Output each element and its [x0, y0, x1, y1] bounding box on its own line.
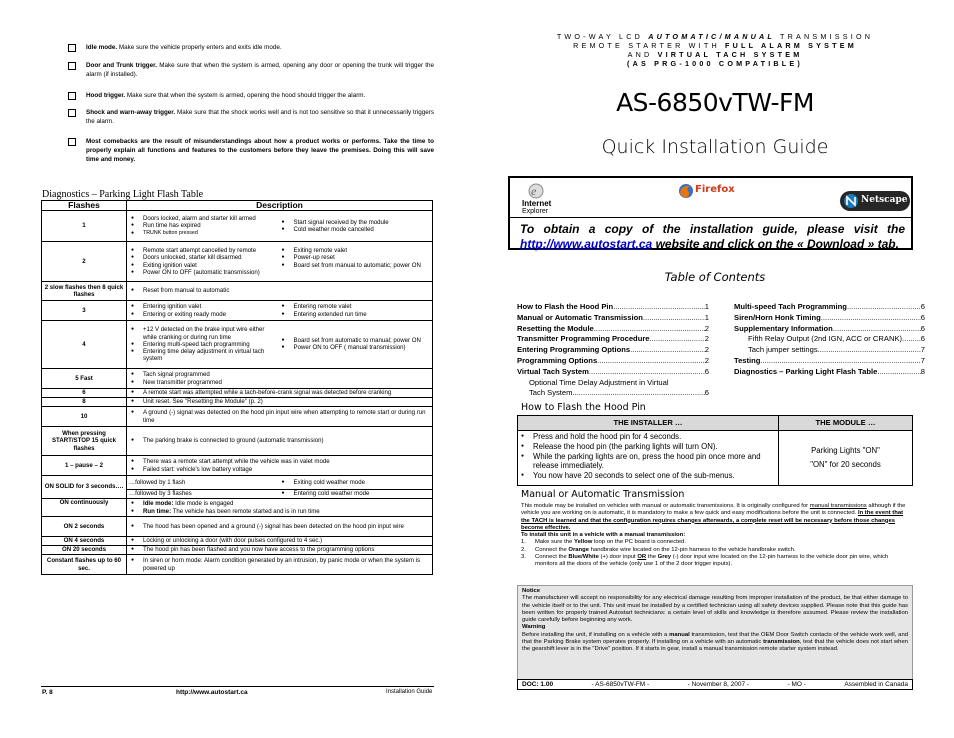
list-item: ● Board set from manual to automatic; power ON — [280, 262, 431, 269]
header-line — [515, 60, 915, 68]
desc-list — [129, 326, 280, 362]
toc-dots — [643, 313, 705, 324]
toc-entry[interactable] — [734, 367, 925, 378]
desc-list — [129, 437, 430, 444]
flash-cell: 8 — [42, 398, 127, 407]
step-text: Make sure the Yellow loop on the PC board is connected. — [535, 539, 686, 546]
table-header-row — [42, 201, 433, 211]
checklist-body: Make sure the vehicle properly enters and exits idle mode. — [117, 44, 282, 51]
desc-cell — [127, 555, 433, 575]
list-item: ● Press and hold the hood pin for 4 seconds. — [519, 432, 777, 442]
list-item: ● Start signal received by the module — [280, 219, 431, 226]
toc-entry[interactable] — [517, 334, 709, 345]
flashes-header: Flashes — [42, 201, 127, 211]
toc-entry-label: Virtual Tach System — [517, 366, 589, 376]
firefox-icon — [678, 181, 738, 203]
warning-text: Before installing the unit, if installing on a vehicle with a manual transmission, test that the OEM Door Switch contacts of the vehicle work well, and that the Parking Brake system operates properly. If installing on a vehicle with an automatic transmission, test that the vehicle does not start when the gearshift lever is in the "Drive" position. If it starts in gear, install a manual transmission remote starter system instead. — [522, 631, 908, 653]
list-item: ● Power-up reset — [280, 254, 431, 261]
toc-entry-label: Fifth Relay Output (2nd IGN, ACC or CRANK) — [748, 334, 903, 344]
desc-list — [129, 389, 430, 396]
list-item — [129, 500, 430, 507]
list-item: ● Entering or exiting ready mode — [129, 311, 280, 318]
internet-explorer-icon — [516, 181, 556, 215]
toc-page: 7 — [920, 355, 925, 365]
flash-cell: ON 2 seconds — [42, 517, 127, 537]
flash-cell: ON 20 seconds — [42, 546, 127, 555]
desc-cell — [127, 476, 433, 490]
table-row — [42, 407, 433, 427]
ie-line1: Internet — [522, 199, 552, 208]
download-text-post: website and click on the « Download » tab. — [652, 237, 899, 251]
header-pre: TWO-WAY LCD — [556, 32, 649, 41]
toc-dots — [833, 324, 921, 335]
toc-entry[interactable] — [734, 324, 925, 335]
list-item: ● Entering ignition valet — [129, 303, 280, 310]
desc-list — [280, 479, 431, 486]
notice-text: The manufacturer will accept no responsibility for any electrical damage resulting from improper installation of the product, be that either damage to the vehicle itself or to the unit. This unit must be installed by a certified technician using all safety devices supplied. Please note that this guide has been written for properly trained Autostart technicians: a certain level of skills and knowledge is therefore assumed. Please review the installation guide carefully before beginning any work. — [522, 595, 908, 624]
list-item: ● Locking or unlocking a door (with door pulses configured to 4 sec.) — [129, 537, 430, 544]
list-item: ● Release the hood pin (the parking lights will turn ON). — [519, 442, 777, 452]
header-emphasis: VIRTUAL TACH SYSTEM — [657, 50, 803, 59]
header-line — [515, 42, 915, 50]
checkbox-icon[interactable] — [68, 44, 76, 52]
desc-cell — [127, 427, 433, 456]
manual-step — [521, 547, 911, 554]
toc-entry-label: Entering Programming Options — [517, 345, 631, 355]
doc-footer-item: - November 8, 2007 - — [687, 681, 750, 688]
doc-footer-item: - MO - — [787, 681, 806, 688]
manual-section-title: Manual or Automatic Transmission — [521, 489, 685, 500]
list-item: ● Entering extended run time — [280, 311, 431, 318]
toc-left-column — [517, 302, 709, 399]
list-item: ● Exiting remote valet — [280, 247, 431, 254]
table-row — [42, 499, 433, 517]
download-box — [508, 176, 913, 250]
desc-cell — [127, 517, 433, 537]
toc-page: 2 — [704, 355, 709, 365]
desc-list — [129, 303, 280, 317]
list-item: ● Run time has expired — [129, 222, 280, 229]
desc-cell — [127, 282, 433, 301]
desc-list — [280, 247, 431, 276]
list-item: ● Exiting ignition valet — [129, 262, 280, 269]
toc-entry-label: Tach jumper settings — [748, 345, 818, 355]
diagnostics-table — [41, 200, 433, 575]
list-item: ● In siren or horn mode: Alarm condition generated by an intrusion, by panic mode or when the system is powered up — [129, 557, 430, 571]
flash-cell: 2 slow flashes then 8 quick flashes — [42, 282, 127, 301]
manual-step — [521, 554, 911, 569]
toc-dots — [589, 367, 705, 378]
toc-entry[interactable] — [517, 367, 709, 378]
desc-cell — [127, 537, 433, 546]
toc-page: 1 — [704, 302, 709, 311]
toc-dots — [760, 356, 920, 367]
follow-text: …followed by 1 flash — [129, 478, 186, 486]
flash-cell: When pressing START/STOP 15 quick flashes — [42, 427, 127, 456]
header-emphasis: AUTOMATIC/MANUAL — [648, 32, 775, 41]
idle-mode-label: Idle mode: — [143, 500, 174, 508]
desc-list — [129, 500, 430, 514]
table-row — [42, 517, 433, 537]
table-row — [42, 555, 433, 575]
step-text: Connect the Orange handbrake wire located on the 12-pin harness to the vehicle handbrake switch. — [535, 546, 796, 553]
desc-cell — [127, 301, 433, 321]
toc-entry[interactable] — [517, 356, 709, 367]
step-number: 2. — [521, 546, 526, 553]
desc-cell — [127, 389, 433, 398]
manual-text-a: This module may be installed on vehicles with manual or automatic transmissions. It is originally configured for — [521, 503, 810, 509]
toc-entry-label: How to Flash the Hood Pin — [517, 302, 614, 311]
toc-dots — [818, 345, 921, 356]
checklist-text — [86, 91, 434, 100]
run-time-text: The vehicle has been remote started and is in run time — [171, 507, 320, 515]
checklist-item — [68, 91, 434, 100]
checklist-text — [86, 61, 434, 79]
list-item: ● Entering remote valet — [280, 303, 431, 310]
checklist-bold: Door and Trunk trigger. — [86, 62, 157, 69]
flash-cell: 6 — [42, 389, 127, 398]
toc-entry-label: Manual or Automatic Transmission — [517, 312, 643, 322]
toc-entry-label: Optional Time Delay Adjustment in Virtual — [529, 377, 669, 387]
desc-cell — [127, 369, 433, 389]
table-row — [42, 476, 433, 490]
checklist-bold: Idle mode. — [86, 44, 118, 51]
desc-list — [129, 398, 430, 405]
toc-entry-label: Diagnostics – Parking Light Flash Table — [734, 366, 878, 376]
footer-divider — [41, 686, 434, 687]
toc-entry-label: Supplementary Information — [734, 323, 833, 333]
checkbox-icon[interactable] — [68, 92, 76, 100]
toc-entry[interactable] — [734, 313, 925, 324]
steps-list — [519, 432, 777, 481]
desc-list — [129, 523, 430, 530]
list-item: ● +12 V detected on the brake input wire either while cranking or during run time — [129, 326, 280, 340]
list-item: ● Remote start attempt cancelled by remote — [129, 247, 280, 254]
manual-text-bold: In the event that the TACH is learned and that the configuration requires changes afterwards, a complete reset will be necessary before those changes become effective. — [521, 510, 904, 531]
flash-cell: 5 Fast — [42, 369, 127, 389]
checklist-item — [68, 61, 434, 79]
list-item: ● Failed start: vehicle's low battery voltage — [129, 466, 430, 473]
table-row — [42, 321, 433, 369]
table-row — [42, 389, 433, 398]
toc-entry[interactable] — [734, 334, 925, 345]
desc-list — [129, 215, 280, 237]
flash-cell: 4 — [42, 321, 127, 369]
toc-page: 6 — [920, 334, 925, 344]
table-row — [42, 282, 433, 301]
desc-cell — [127, 499, 433, 517]
desc-list — [129, 546, 430, 553]
table-row — [42, 546, 433, 555]
toc-entry[interactable] — [517, 345, 709, 356]
list-item: ● While the parking lights are on, press the hood pin once more and release immediately. — [519, 452, 777, 472]
list-item: ● The parking brake is connected to ground (automatic transmission) — [129, 437, 430, 444]
installer-header: THE INSTALLER … — [518, 416, 779, 431]
manual-step — [521, 539, 911, 546]
toc-entry[interactable] — [734, 356, 925, 367]
desc-list — [129, 409, 430, 423]
header-emphasis: FULL ALARM SYSTEM — [725, 41, 857, 50]
table-row — [42, 456, 433, 476]
toc-entry-label: Multi-speed Tach Programming — [734, 302, 847, 311]
list-item: ● Entering multi-speed tach programming — [129, 341, 280, 348]
flash-cell: 3 — [42, 301, 127, 321]
list-item: ● Doors locked, alarm and starter kill armed — [129, 215, 280, 222]
table-row — [42, 398, 433, 407]
list-item: ● A ground (-) signal was detected on the hood pin input wire when attempting to remote start or during run time — [129, 409, 430, 423]
doc-footer-item: Assembled in Canada — [844, 681, 908, 688]
list-item: ● Unit reset. See "Resetting the Module" (p. 2) — [129, 398, 430, 405]
checklist-body: Make sure that when the system is armed, opening the hood should trigger the alarm. — [125, 92, 366, 99]
checkbox-icon[interactable] — [68, 62, 76, 70]
flash-cell: 1 – pause – 2 — [42, 456, 127, 476]
toc-entry[interactable] — [517, 313, 709, 324]
toc-page: 6 — [920, 302, 925, 311]
list-item: ● Reset from manual to automatic — [129, 287, 430, 294]
list-item: ● Board set from automatic to manual; power ON — [280, 337, 431, 344]
notice-box — [517, 585, 913, 689]
list-item: ● Exiting cold weather mode — [280, 479, 431, 486]
toc-entry[interactable] — [734, 345, 925, 356]
toc-dots — [613, 302, 705, 313]
toc-dots — [594, 324, 705, 335]
toc-page: 8 — [920, 366, 925, 376]
desc-list — [129, 458, 430, 472]
idle-mode-text: Idle mode is engaged — [173, 500, 234, 508]
desc-list — [129, 537, 430, 544]
flash-cell: ON continuously — [42, 499, 127, 517]
list-item: ● A remote start was attempted while a tach-before-crank signal was detected before cranking — [129, 389, 430, 396]
toc-page: 6 — [920, 312, 925, 322]
checklist-bold: Hood trigger. — [86, 92, 126, 99]
table-row — [42, 427, 433, 456]
step-number: 3. — [521, 554, 526, 561]
manual-text-b: although if the vehicle you are working on is automatic, it is mandatory to make a few quick and easy modifications before the unit is connected. — [521, 503, 906, 517]
toc-page: 1 — [704, 312, 709, 322]
header-line — [515, 33, 915, 41]
toc-dots — [597, 356, 705, 367]
desc-list — [129, 371, 430, 385]
toc-dots — [630, 345, 705, 356]
flash-cell: 2 — [42, 242, 127, 282]
download-text-pre: To obtain a copy of the installation guide, please visit the — [520, 222, 905, 236]
checklist-body: Make sure that the shock works well and is not too sensitive so that it unnecessarily triggers the alarm. — [86, 109, 434, 125]
toc-entry-label: Tach System — [529, 388, 573, 398]
svg-text:e: e — [531, 184, 537, 198]
flash-cell: ON 4 seconds — [42, 537, 127, 546]
flash-cell: Constant flashes up to 60 sec. — [42, 555, 127, 575]
toc-title: Table of Contents — [664, 270, 766, 284]
toc-entry-label: Siren/Horn Honk Timing — [734, 312, 821, 322]
description-header: Description — [127, 201, 433, 211]
flash-cell: ON SOLID for 3 seconds…. — [42, 476, 127, 499]
manual-paragraph — [521, 503, 911, 569]
module-line2: "ON" for 20 seconds — [810, 460, 881, 469]
checklist-bold: Most comebacks are the result of misunderstandings about how a product works or performs. Take the time to properly explain all functions and features to the customers before they leave the premises. Doing this will save time and money. — [86, 138, 434, 163]
list-item: ● Cold weather mode cancelled — [280, 226, 431, 233]
toc-entry-label: Resetting the Module — [517, 323, 594, 333]
desc-list — [280, 490, 431, 497]
doc-footer — [517, 679, 913, 690]
toc-entry-label: Testing — [734, 355, 761, 365]
desc-cell — [127, 546, 433, 555]
manual-steps — [521, 539, 911, 568]
list-item: ● Power ON to OFF ( manual transmission) — [280, 344, 431, 351]
table-header-row — [518, 416, 913, 431]
toc-dots — [821, 313, 921, 324]
flash-cell: 10 — [42, 407, 127, 427]
netscape-label: Netscape — [861, 195, 908, 205]
toc-page: 2 — [704, 334, 709, 344]
list-item: ● TRUNK button pressed — [129, 230, 280, 237]
toc-page: 6 — [704, 366, 709, 376]
page-number: P. 8 — [42, 689, 53, 696]
toc-page: 7 — [920, 345, 925, 355]
model-title: AS-6850vTW-FM — [616, 88, 814, 117]
desc-cell — [127, 407, 433, 427]
doc-footer-item: DOC: 1.00 — [522, 681, 554, 688]
table-row — [42, 301, 433, 321]
netscape-icon — [840, 191, 910, 211]
list-item: ● There was a remote start attempt while the vehicle was in valet mode — [129, 458, 430, 465]
toc-entry-label: Transmitter Programming Procedure — [517, 334, 650, 344]
toc-entry[interactable] — [517, 302, 709, 313]
toc-entry[interactable] — [734, 302, 925, 313]
desc-cell — [127, 456, 433, 476]
list-item: ● Entering cold weather mode — [280, 490, 431, 497]
table-row — [518, 431, 913, 486]
hood-section-title: How to Flash the Hood Pin — [521, 402, 646, 413]
list-item: ● The hood pin has been flashed and you now have access to the programming options — [129, 546, 430, 553]
footer-url-link[interactable]: http://www.autostart.ca — [176, 689, 248, 696]
ie-line2: Explorer — [522, 208, 549, 215]
toc-dots — [847, 302, 921, 313]
checklist-item — [68, 43, 434, 52]
header-emphasis: (AS PRG-1000 COMPATIBLE) — [627, 59, 803, 68]
desc-cell — [127, 321, 433, 369]
footer-guide-label: Installation Guide — [386, 689, 433, 695]
list-item — [129, 508, 430, 515]
download-text — [520, 222, 905, 252]
table-row — [42, 537, 433, 546]
list-item: ● Doors unlocked, starter kill disarmed — [129, 254, 280, 261]
list-item: ● The hood has been opened and a ground (-) signal has been detected on the hood pin input wire — [129, 523, 430, 530]
toc-dots — [902, 334, 921, 345]
checklist-item — [68, 137, 434, 164]
desc-cell — [127, 398, 433, 407]
desc-cell — [127, 490, 433, 499]
module-line1: Parking Lights "ON" — [811, 446, 880, 455]
follow-text: …followed by 3 flashes — [129, 490, 192, 498]
toc-entry[interactable] — [517, 324, 709, 335]
header-line — [515, 51, 915, 59]
table-row — [42, 242, 433, 282]
header-pre: REMOTE STARTER WITH — [573, 41, 726, 50]
checklist-bold: Shock and warn-away trigger. — [86, 109, 176, 116]
flash-cell: 1 — [42, 211, 127, 242]
desc-list — [280, 303, 431, 317]
doc-footer-item: - AS-6850vTW-FM - — [591, 681, 650, 688]
list-item: ● Tach signal programmed — [129, 371, 430, 378]
module-cell — [779, 431, 913, 486]
toc-page: 2 — [704, 323, 709, 333]
step-number: 1. — [521, 539, 526, 546]
checkbox-icon[interactable] — [68, 138, 76, 146]
run-time-label: Run time: — [143, 507, 172, 515]
toc-dots — [650, 334, 705, 345]
toc-entry[interactable] — [517, 378, 709, 389]
browser-logos — [510, 178, 911, 218]
desc-cell — [127, 211, 433, 242]
manual-install-head: To install this unit in a vehicle with a manual transmission: — [521, 532, 686, 539]
table-row — [42, 369, 433, 389]
toc-dots — [572, 388, 704, 399]
firefox-label: Firefox — [695, 184, 735, 195]
toc-entry-label: Programming Options — [517, 355, 598, 365]
header-pre: AND — [627, 50, 658, 59]
toc-right-column — [734, 302, 925, 378]
checklist-item — [68, 108, 434, 126]
desc-list — [129, 247, 280, 276]
notice-head: Notice — [522, 588, 541, 594]
installer-steps — [518, 431, 779, 486]
list-item: ● You now have 20 seconds to select one of the sub-menus. — [519, 471, 777, 481]
list-item: ● New transmitter programmed — [129, 379, 430, 386]
desc-list — [280, 326, 431, 362]
toc-page: 6 — [704, 388, 709, 398]
checklist-text — [86, 137, 434, 164]
autostart-link[interactable]: http://www.autostart.ca — [520, 237, 653, 251]
list-item: ● Power ON to OFF (automatic transmission) — [129, 269, 280, 276]
module-header: THE MODULE … — [779, 416, 913, 431]
hood-table — [517, 415, 913, 486]
desc-list — [280, 215, 431, 237]
toc-page: 2 — [704, 345, 709, 355]
toc-dots — [877, 367, 920, 378]
checklist-text — [86, 108, 434, 126]
warning-head: Warning — [522, 624, 546, 631]
desc-cell — [127, 242, 433, 282]
guide-title: Quick Installation Guide — [601, 136, 829, 158]
list-item: ● Entering time delay adjustment in virtual tach system — [129, 348, 280, 362]
step-text: Connect the Blue/White (+) door input OR the Grey (-) door input wire located on the 12-pin harness to the vehicle door pin wire, which monitors all the doors of the vehicle (only use 1 of the 2 door trigger inputs). — [535, 554, 889, 568]
manual-text-underline: manual transmissions — [809, 503, 867, 509]
table-row — [42, 211, 433, 242]
checklist-body: Make sure that when the system is armed, opening any door or opening the trunk will trigger the alarm (if installed). — [86, 62, 435, 78]
header-post: TRANSMISSION — [774, 32, 874, 41]
toc-entry[interactable] — [517, 388, 709, 399]
toc-page: 6 — [920, 323, 925, 333]
checklist-text — [86, 43, 434, 52]
checkbox-icon[interactable] — [68, 109, 76, 117]
desc-list — [129, 557, 430, 571]
diagnostics-title: Diagnostics – Parking Light Flash Table — [42, 189, 204, 200]
desc-list — [129, 287, 430, 294]
